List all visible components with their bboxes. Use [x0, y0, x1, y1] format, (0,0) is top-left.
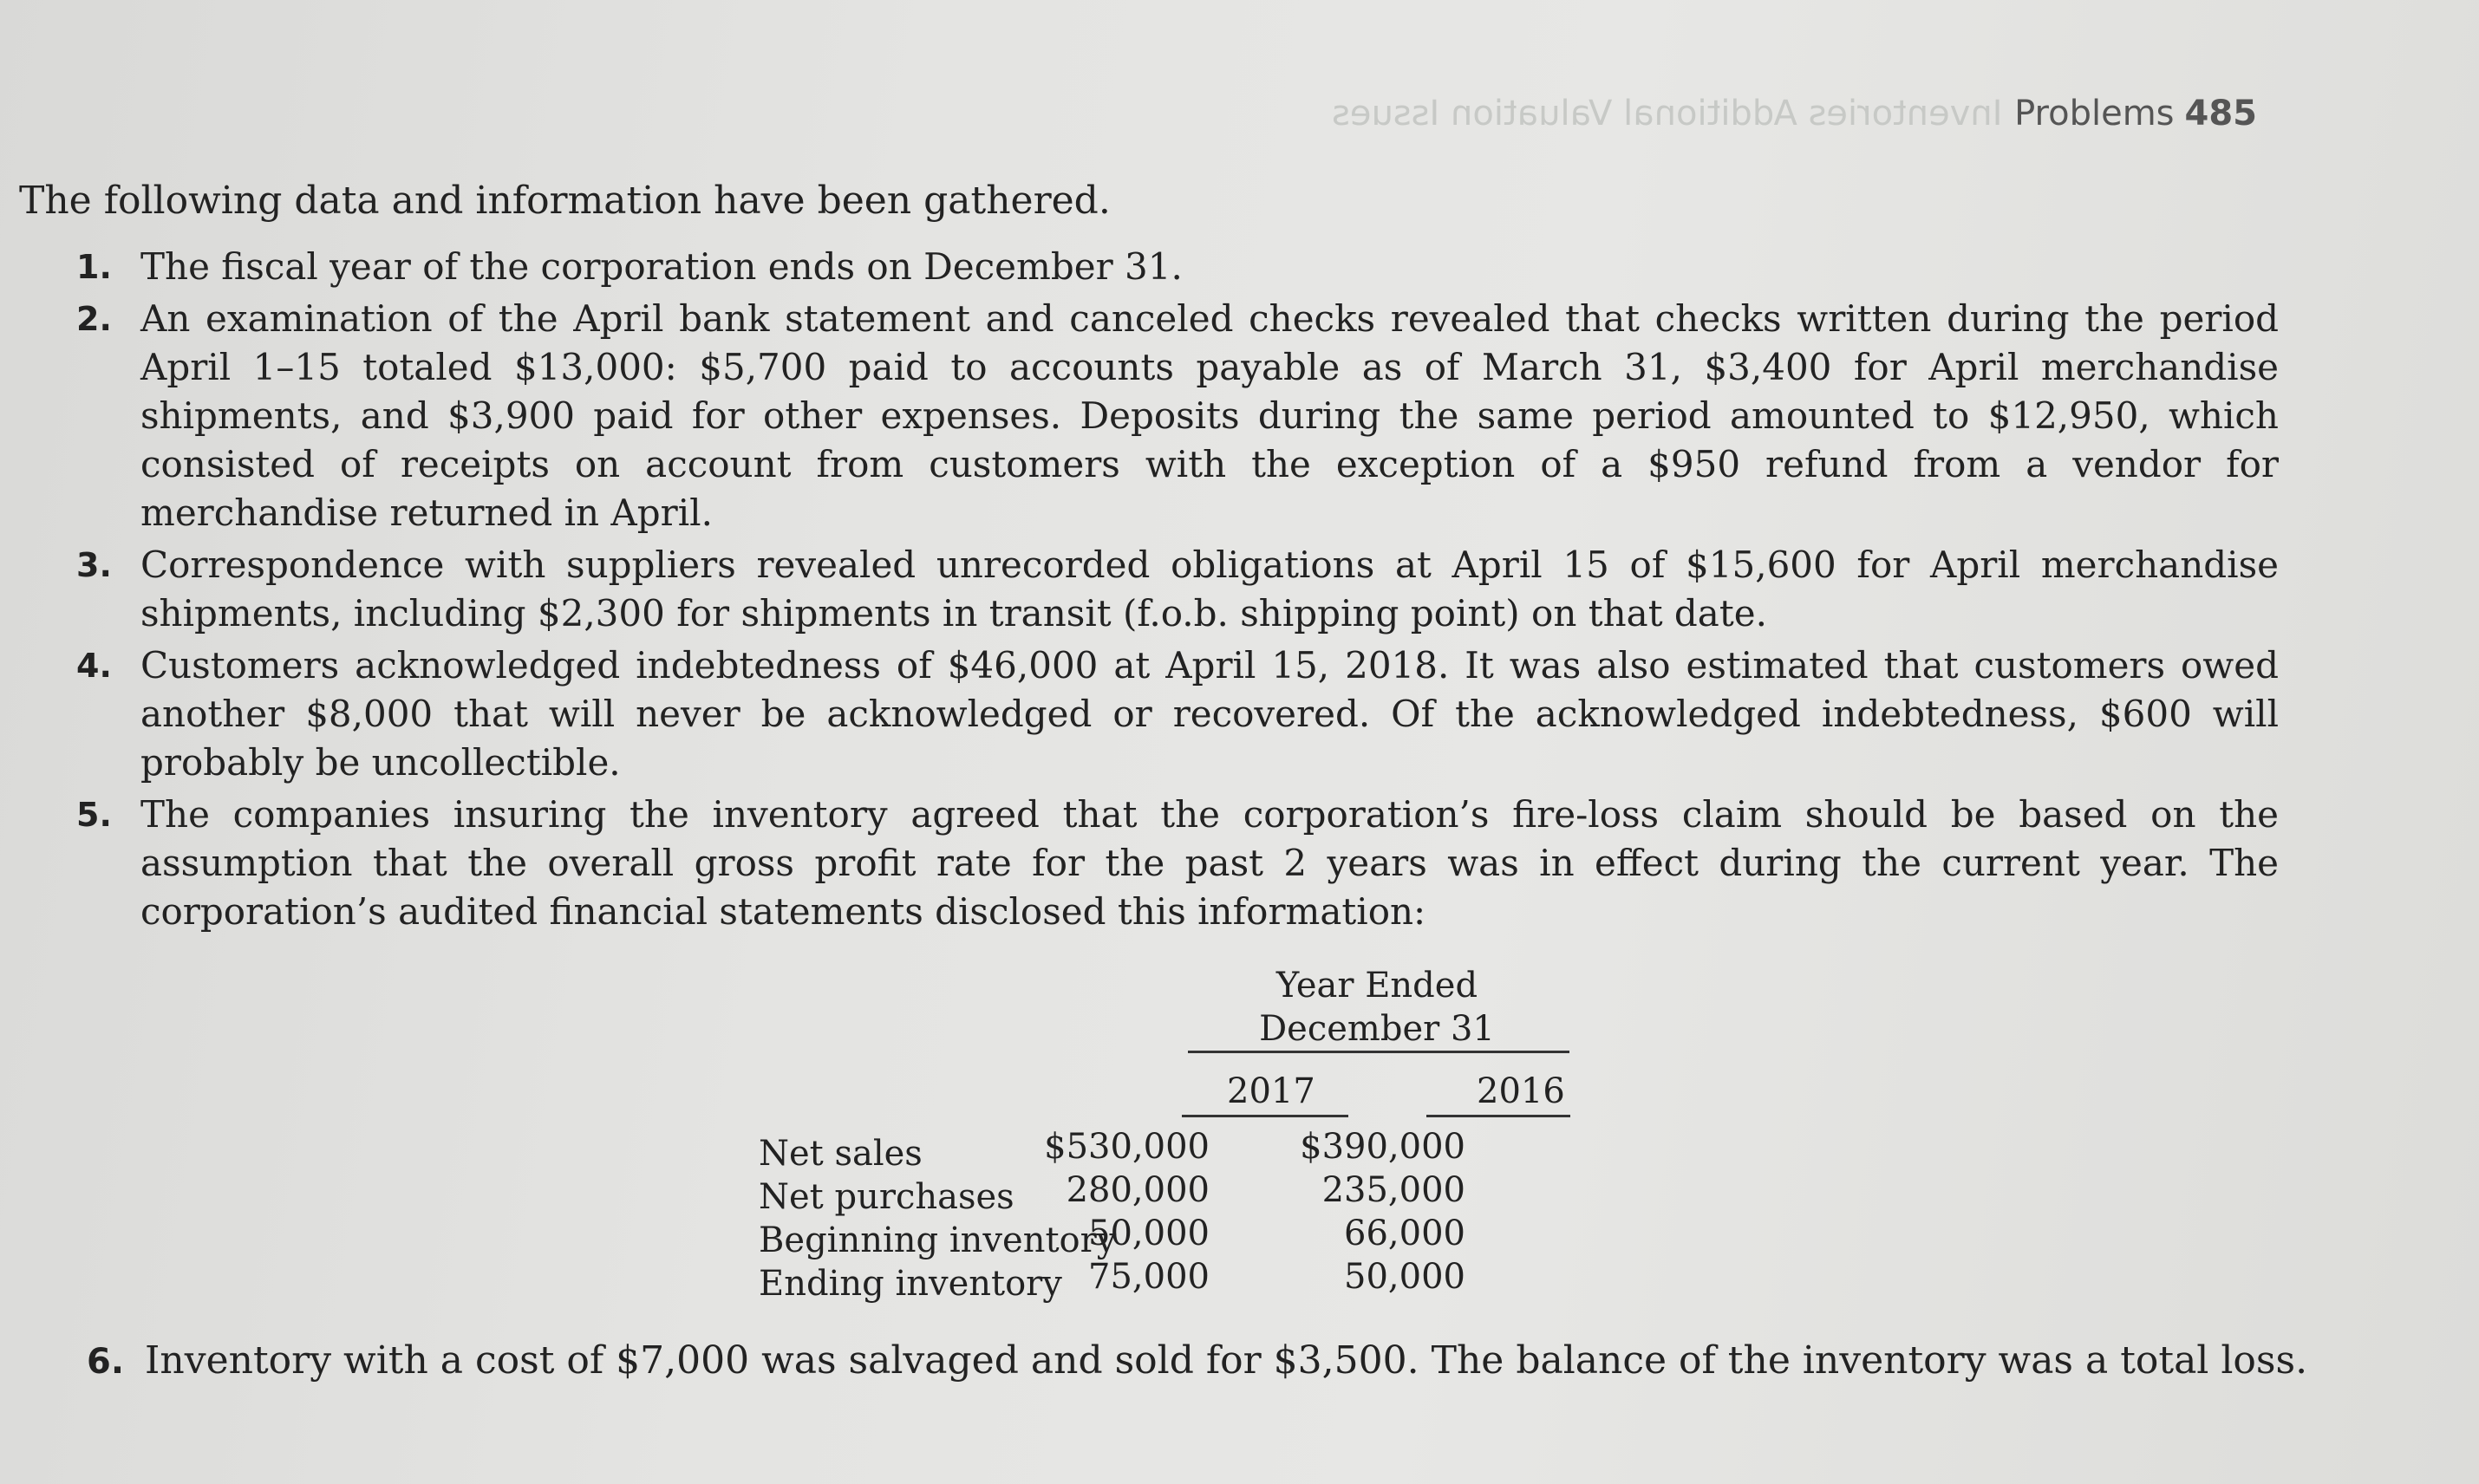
cell-beginning-inventory-2017: 50,000: [1088, 1214, 1210, 1253]
item-text: The companies insuring the inventory agreed that the corporation’s fire-loss claim should be based on the assumption that the overall gross profit rate for the past 2 years was in effect during the current year. The corporation’s audited financial statements disclosed this information:: [140, 793, 2279, 933]
header-title: Problems: [2014, 94, 2175, 133]
cell-beginning-inventory-2016: 66,000: [1344, 1214, 1465, 1253]
column-header-2016: 2016: [1477, 1071, 1565, 1111]
cell-net-purchases-2017: 280,000: [1066, 1170, 1210, 1210]
list-item: [76, 641, 2279, 787]
intro-paragraph: The following data and information have been gathered.: [19, 179, 1111, 223]
numbered-list: [76, 243, 2279, 940]
row-label-net-sales: Net sales: [759, 1134, 923, 1174]
table-heading-line2: December 31: [1259, 1009, 1495, 1049]
row-label-beginning-inventory: Beginning inventory: [759, 1220, 1117, 1260]
page-number: 485: [2184, 94, 2257, 133]
row-label-net-purchases: Net purchases: [759, 1177, 1014, 1217]
item-number: 2.: [76, 300, 112, 338]
item-number: 4.: [76, 647, 112, 685]
table-heading-line1: Year Ended: [1275, 966, 1478, 1006]
cell-ending-inventory-2017: 75,000: [1088, 1257, 1210, 1297]
cell-ending-inventory-2016: 50,000: [1344, 1257, 1465, 1297]
item-number: 1.: [76, 248, 112, 286]
cell-net-sales-2016: $390,000: [1300, 1127, 1465, 1167]
list-item-6: [87, 1338, 2307, 1383]
column-rule-2016: [1426, 1115, 1570, 1117]
item-number: 6.: [87, 1342, 125, 1382]
row-label-ending-inventory: Ending inventory: [759, 1264, 1062, 1304]
cell-net-sales-2017: $530,000: [1044, 1127, 1210, 1167]
list-item: [76, 243, 2279, 291]
table-heading: [1191, 964, 1563, 1051]
bleed-through-chapter-title: Inventories Additional Valuation Issues: [1331, 94, 2003, 133]
item-text: Inventory with a cost of $7,000 was salvaged and sold for $3,500. The balance of the inventory was a total loss.: [145, 1338, 2308, 1383]
column-rule-2017: [1182, 1115, 1348, 1117]
cell-net-purchases-2016: 235,000: [1321, 1170, 1465, 1210]
item-number: 5.: [76, 796, 112, 834]
list-item: [76, 541, 2279, 638]
item-text: Customers acknowledged indebtedness of $46,000 at April 15, 2018. It was also estimated that customers owed another $8,000 that will never be acknowledged or recovered. Of the acknowledged indebtedness, $600 will probably be uncollectible.: [140, 644, 2279, 784]
list-item: [76, 791, 2279, 936]
heading-rule: [1188, 1051, 1569, 1053]
list-item: [76, 295, 2279, 537]
column-header-2017: 2017: [1227, 1071, 1315, 1111]
item-text: An examination of the April bank statement and canceled checks revealed that checks written during the period April 1–15 totaled $13,000: $5,700 paid to accounts payable as of March 31, $3,400 for April merchandise shipments, and $3,900 paid for other expenses. Deposits during the same period amounted to $12,950, which consisted of receipts on account from customers with the exception of a $950 refund from a vendor for merchandise returned in April.: [140, 297, 2279, 534]
item-number: 3.: [76, 546, 112, 584]
page-header: [1332, 94, 2257, 133]
item-text: The fiscal year of the corporation ends on December 31.: [140, 245, 1183, 288]
item-text: Correspondence with suppliers revealed unrecorded obligations at April 15 of $15,600 for April merchandise shipments, including $2,300 for shipments in transit (f.o.b. shipping point) on that date.: [140, 543, 2279, 635]
